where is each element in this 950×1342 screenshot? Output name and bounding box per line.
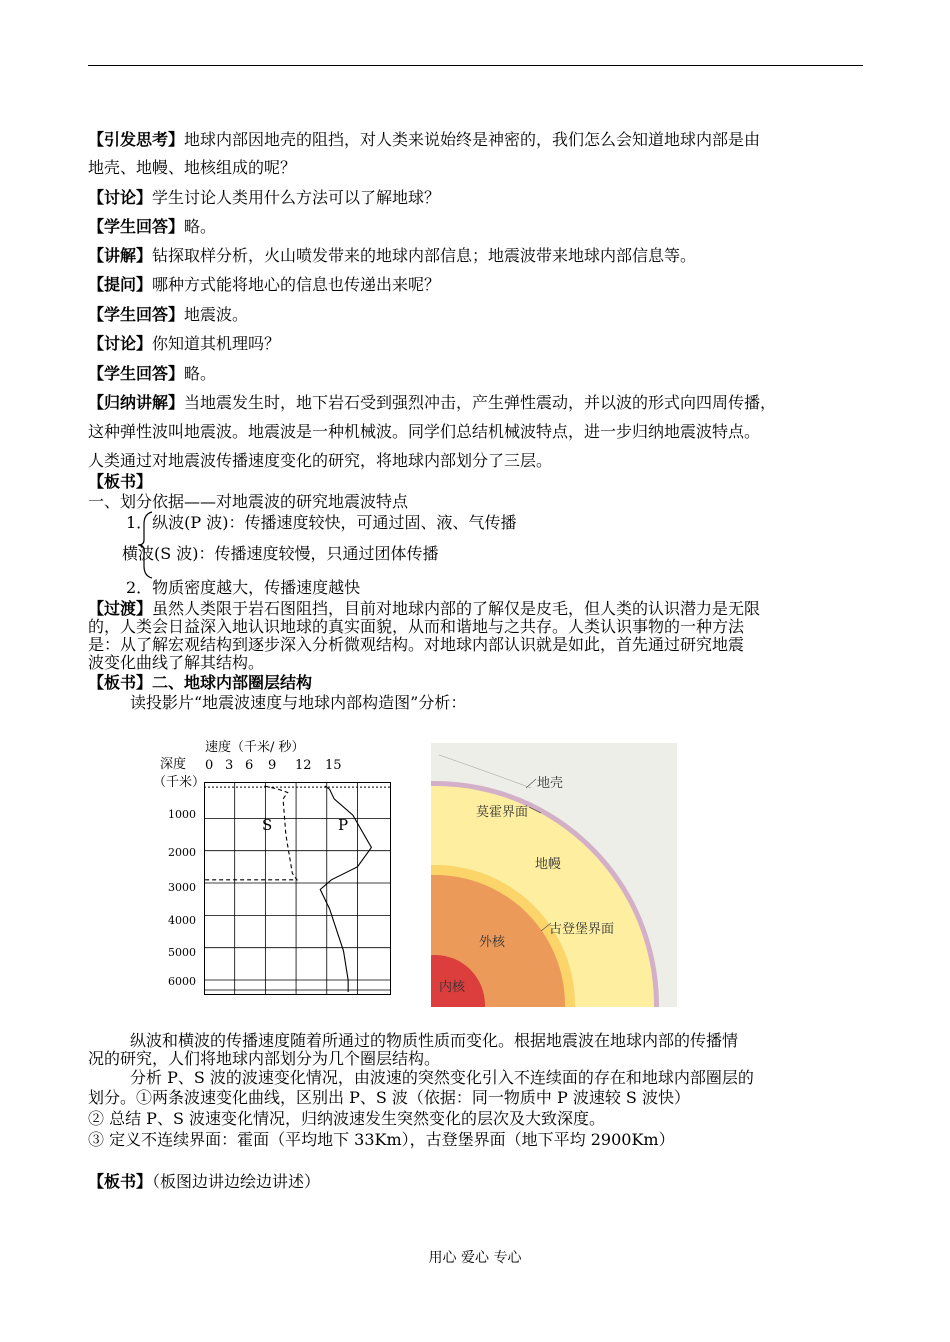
paragraph-analysis-cont: 况的研究，人们将地球内部划分为几个圈层结构。 [88, 1049, 441, 1068]
series-s-line [204, 786, 297, 992]
chart-frame [205, 783, 391, 995]
section-two-heading: 【板书】二、地球内部圈层结构 [88, 673, 313, 692]
paragraph-analysis: 纵波和横波的传播速度随着所通过的物质性质而变化。根据地震波在地球内部的传播情 [130, 1031, 739, 1050]
y-tick-label: 5000 [168, 946, 196, 959]
s-wave-item: 横波(S 波)：传播速度较慢，只通过团体传播 [122, 544, 439, 563]
paragraph-wave-analysis-cont: 划分。①两条波速变化曲线，区别出 P、S 波（依据：同一物质中 P 波速较 S 波快） [88, 1088, 690, 1107]
density-item: 2．物质密度越大，传播速度越快 [126, 578, 361, 597]
y-tick-label: 4000 [168, 914, 196, 927]
paragraph-transition-cont: 的，人类会日益深入地认识地球的真实面貌，从而和谐地与之共存。人类认识事物的一种方法 [88, 617, 745, 636]
paragraph-prompt-cont: 地壳、地幔、地核组成的呢？ [88, 158, 297, 177]
label-mantle: 地幔 [535, 857, 562, 872]
x-tick-label: 9 [268, 758, 277, 773]
chart-ylabel: 深度 [160, 757, 187, 772]
paragraph-summary-cont-2: 人类通过对地震波传播速度变化的研究，将地球内部划分了三层。 [88, 451, 553, 470]
y-tick-label: 2000 [168, 846, 196, 859]
paragraph-discussion-2: 【讨论】你知道其机理吗？ [88, 334, 281, 353]
paragraph-explanation: 【讲解】钻探取样分析，火山喷发带来的地球内部信息；地震波带来地球内部信息等。 [88, 246, 697, 265]
read-slide-instruction: 读投影片“地震波速度与地球内部构造图”分析： [130, 693, 467, 712]
y-tick-label: 3000 [168, 881, 196, 894]
p-wave-item: 1．纵波(P 波)：传播速度较快，可通过固、液、气传播 [126, 513, 517, 532]
paragraph-transition: 【过渡】虽然人类限于岩石图阻挡，目前对地球内部的了解仅是皮毛，但人类的认识潜力是无限 [88, 599, 761, 618]
paragraph-student-answer-3: 【学生回答】略。 [88, 364, 217, 383]
x-tick-label: 12 [295, 758, 312, 773]
series-p-label: P [338, 816, 349, 834]
label-outer-core: 外核 [479, 935, 506, 950]
paragraph-student-answer: 【学生回答】略。 [88, 217, 217, 236]
paragraph-transition-cont-3: 波变化曲线了解其结构。 [88, 653, 265, 672]
header-rule [88, 65, 863, 66]
label-crust: 地壳 [537, 776, 564, 791]
paragraph-transition-cont-2: 是：从了解宏观结构到逐步深入分析微观结构。对地球内部认识就是如此，首先通过研究地震 [88, 635, 745, 654]
label: 【引发思考】 [88, 130, 185, 149]
x-tick-label: 6 [245, 758, 254, 773]
paragraph-student-answer-2: 【学生回答】地震波。 [88, 305, 249, 324]
page-footer: 用心 爱心 专心 [428, 1250, 522, 1266]
paragraph-prompt: 【引发思考】地球内部因地壳的阻挡，对人类来说始终是神密的，我们怎么会知道地球内部是由 [88, 130, 761, 149]
x-tick-label: 0 [205, 758, 214, 773]
paragraph-summary: 【归纳讲解】当地震发生时，地下岩石受到强烈冲击，产生弹性震动，并以波的形式向四周传播， [88, 393, 777, 412]
paragraph-wave-analysis: 分析 P、S 波的波速变化情况，由波速的突然变化引入不连续面的存在和地球内部圈层的 [130, 1068, 754, 1087]
label-inner-core: 内核 [439, 980, 466, 995]
label-gutenberg: 古登堡界面 [549, 922, 615, 937]
x-tick-label: 3 [225, 758, 234, 773]
x-tick-label: 15 [325, 758, 342, 773]
chart-title: 速度（千米/ 秒） [205, 740, 305, 755]
paragraph-question: 【提问】哪种方式能将地心的信息也传递出来呢？ [88, 275, 441, 294]
brace-icon [134, 510, 156, 580]
section-one: 一、划分依据——对地震波的研究地震波特点 [88, 492, 409, 511]
paragraph-discussion: 【讨论】学生讨论人类用什么方法可以了解地球？ [88, 188, 441, 207]
label-moho: 莫霍界面 [476, 805, 529, 820]
seismic-wave-chart [204, 782, 394, 998]
paragraph-summary-cont: 这种弹性波叫地震波。地震波是一种机械波。同学们总结机械波特点，进一步归纳地震波特点。 [88, 422, 761, 441]
summary-item-3: ③ 定义不连续界面：霍面（平均地下 33Km），古登堡界面（地下平均 2900Km） [88, 1130, 675, 1149]
series-s-label: S [262, 816, 273, 834]
board-heading: 【板书】 [88, 472, 153, 491]
earth-structure-diagram [431, 743, 677, 1007]
y-tick-label: 6000 [168, 975, 196, 988]
y-tick-label: 1000 [168, 808, 196, 821]
board-drawing-note: 【板书】（板图边讲边绘边讲述） [88, 1172, 321, 1191]
chart-ylabel-unit: （千米） [153, 775, 206, 790]
summary-item-2: ② 总结 P、S 波速变化情况，归纳波速发生突然变化的层次及大致深度。 [88, 1109, 605, 1128]
